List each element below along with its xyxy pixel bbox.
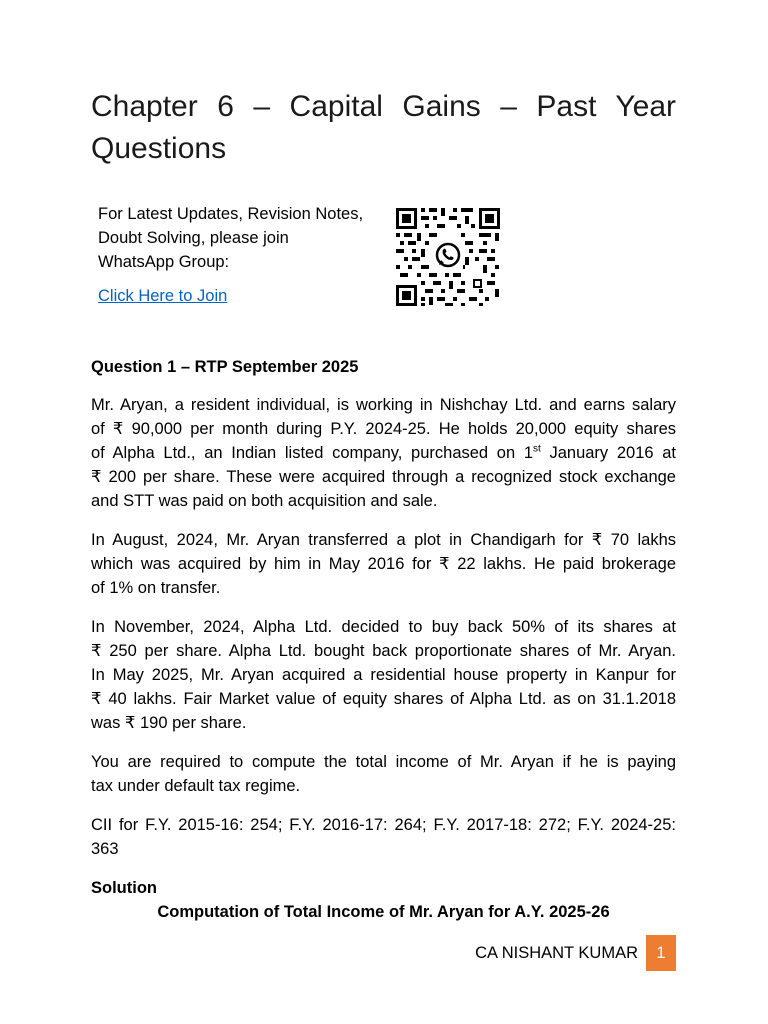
chapter-title: Chapter 6 – Capital Gains – Past Year Questions bbox=[91, 90, 676, 165]
page-number-badge: 1 bbox=[646, 935, 676, 971]
text-fragment: of Alpha Ltd., an Indian listed company, purchased on 1 bbox=[91, 444, 534, 462]
page-footer bbox=[475, 935, 676, 971]
text-line: and STT was paid on both acquisition and sale. bbox=[91, 492, 438, 510]
text-line: CII for F.Y. 2015-16: 254; F.Y. 2016-17: 264; F.Y. 2017-18: 272; F.Y. 2024-25: bbox=[91, 816, 676, 834]
whatsapp-qr-code bbox=[395, 207, 501, 307]
text-line: Mr. Aryan, a resident individual, is working in Nishchay Ltd. and earns salary bbox=[91, 396, 676, 414]
question-content bbox=[91, 355, 676, 924]
text-line: You are required to compute the total income of Mr. Aryan if he is paying bbox=[91, 753, 676, 771]
whatsapp-promo bbox=[98, 202, 383, 274]
text-line: ₹ 250 per share. Alpha Ltd. bought back proportionate shares of Mr. Aryan. bbox=[91, 642, 676, 660]
text-line: 363 bbox=[91, 840, 119, 858]
question-paragraph-4 bbox=[91, 750, 676, 798]
question-paragraph-2 bbox=[91, 528, 676, 600]
join-whatsapp-link[interactable]: Click Here to Join bbox=[98, 287, 228, 305]
question-paragraph-1 bbox=[91, 393, 676, 513]
text-line: ₹ 200 per share. These were acquired through a recognized stock exchange bbox=[91, 468, 676, 486]
computation-title: Computation of Total Income of Mr. Aryan for A.Y. 2025-26 bbox=[157, 903, 610, 921]
promo-line: For Latest Updates, Revision Notes, bbox=[98, 205, 364, 223]
text-line: In November, 2024, Alpha Ltd. decided to buy back 50% of its shares at bbox=[91, 618, 676, 636]
solution-heading: Solution bbox=[91, 879, 157, 897]
question-heading: Question 1 – RTP September 2025 bbox=[91, 358, 359, 376]
text-line: of 1% on transfer. bbox=[91, 579, 221, 597]
text-line: of ₹ 90,000 per month during P.Y. 2024-25. He holds 20,000 equity shares bbox=[91, 420, 676, 438]
text-line bbox=[91, 441, 676, 465]
text-line: ₹ 40 lakhs. Fair Market value of equity shares of Alpha Ltd. as on 31.1.2018 bbox=[91, 690, 676, 708]
text-fragment: January 2016 at bbox=[540, 444, 677, 462]
text-line: In August, 2024, Mr. Aryan transferred a plot in Chandigarh for ₹ 70 lakhs bbox=[91, 531, 676, 549]
ordinal-superscript: st bbox=[533, 443, 541, 455]
text-line: which was acquired by him in May 2016 for ₹ 22 lakhs. He paid brokerage bbox=[91, 555, 676, 573]
promo-line: WhatsApp Group: bbox=[98, 253, 230, 271]
text-line: tax under default tax regime. bbox=[91, 777, 301, 795]
cii-paragraph bbox=[91, 813, 676, 861]
whatsapp-icon bbox=[433, 241, 463, 271]
question-paragraph-3 bbox=[91, 615, 676, 735]
text-line: In May 2025, Mr. Aryan acquired a residential house property in Kanpur for bbox=[91, 666, 676, 684]
text-line: was ₹ 190 per share. bbox=[91, 714, 247, 732]
footer-author: CA NISHANT KUMAR bbox=[475, 943, 638, 962]
promo-line: Doubt Solving, please join bbox=[98, 229, 289, 247]
